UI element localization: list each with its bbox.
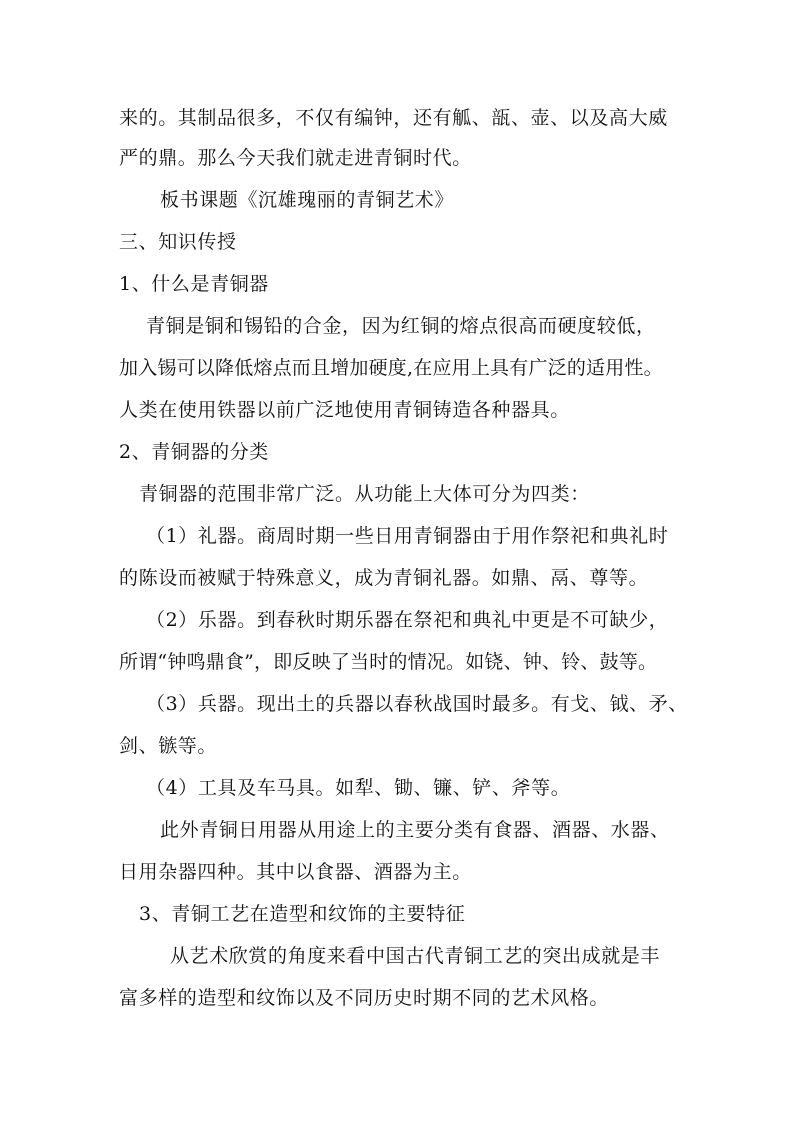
board-title-line: 板书课题《沉雄瑰丽的青铜艺术》 — [160, 189, 455, 211]
body-text-line: 来的。其制品很多，不仅有编钟，还有觚、瓿、壶、以及高大威 — [119, 107, 668, 129]
list-item: （2）乐器。到春秋时期乐器在祭祀和典礼中更是不可缺少， — [146, 609, 669, 631]
body-text-line: 加入锡可以降低熔点而且增加硬度,在应用上具有广泛的适用性。 — [119, 357, 663, 379]
body-text-line: 人类在使用铁器以前广泛地使用青铜铸造各种器具。 — [119, 399, 570, 421]
body-text-line: 青铜器的范围非常广泛。从功能上大体可分为四类： — [139, 483, 590, 505]
body-text-line: 所谓“钟鸣鼎食”，即反映了当时的情况。如铙、钟、铃、鼓等。 — [119, 651, 658, 673]
body-text-line: 的陈设而被赋于特殊意义，成为青铜礼器。如鼎、鬲、尊等。 — [119, 567, 649, 589]
subsection-heading: 2、青铜器的分类 — [119, 441, 269, 463]
list-item: （1）礼器。商周时期一些日用青铜器由于用作祭祀和典礼时 — [146, 525, 669, 547]
body-text-line: 日用杂器四种。其中以食器、酒器为主。 — [119, 861, 472, 883]
subsection-heading: 3、青铜工艺在造型和纹饰的主要特征 — [139, 903, 466, 925]
body-text-line: 富多样的造型和纹饰以及不同历史时期不同的艺术风格。 — [119, 987, 610, 1009]
list-item: （3）兵器。现出土的兵器以春秋战国时最多。有戈、钺、矛、 — [146, 693, 688, 715]
body-text-line: 此外青铜日用器从用途上的主要分类有食器、酒器、水器、 — [160, 819, 670, 841]
subsection-heading: 1、什么是青铜器 — [119, 273, 269, 295]
list-item: （4）工具及车马具。如犁、锄、镰、铲、斧等。 — [146, 777, 571, 799]
body-text-line: 青铜是铜和锡铅的合金，因为红铜的熔点很高而硬度较低， — [146, 315, 656, 337]
body-text-line: 剑、镞等。 — [119, 735, 218, 757]
section-heading: 三、知识传授 — [119, 231, 237, 253]
body-text-line: 严的鼎。那么今天我们就走进青铜时代。 — [119, 147, 472, 169]
body-text-line: 从艺术欣赏的角度来看中国古代青铜工艺的突出成就是丰 — [170, 945, 661, 967]
